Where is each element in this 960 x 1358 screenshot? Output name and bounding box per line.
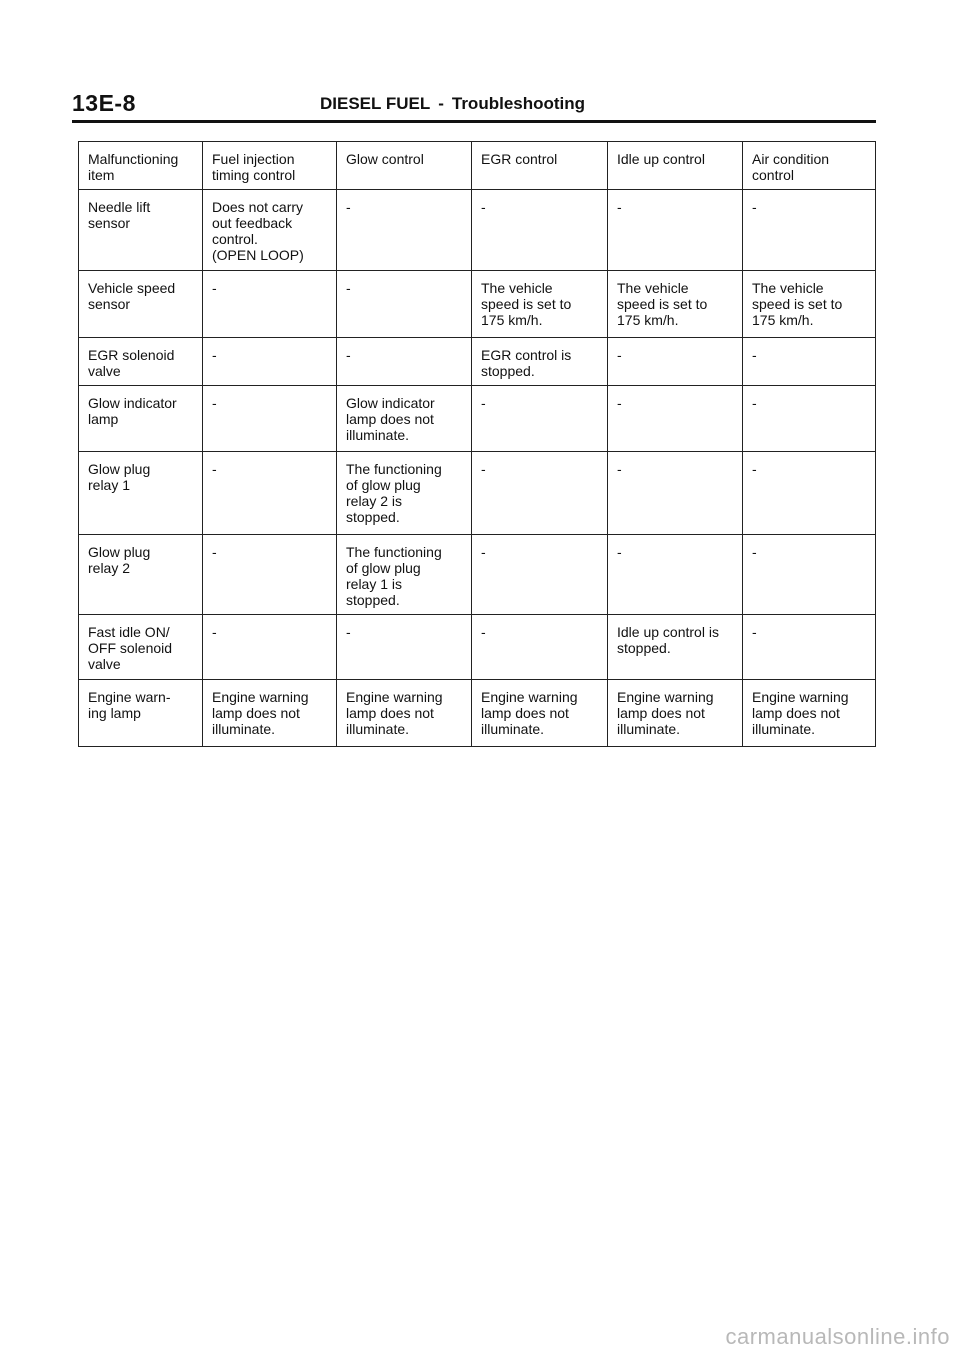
table-cell: Engine warning lamp does not illuminate.	[608, 680, 743, 747]
table-cell: Engine warning lamp does not illuminate.	[472, 680, 608, 747]
table-cell: -	[743, 338, 876, 386]
table-cell: The functioning of glow plug relay 1 is stopped.	[337, 535, 472, 615]
table-cell: -	[203, 452, 337, 535]
subsection-title: Troubleshooting	[451, 94, 586, 113]
table-row	[79, 386, 876, 452]
table-cell: -	[608, 190, 743, 271]
table-cell: The vehicle speed is set to 175 km/h.	[472, 271, 608, 338]
page-title	[320, 94, 585, 114]
table-row	[79, 535, 876, 615]
column-header: Glow control	[337, 142, 472, 190]
page-header	[72, 88, 876, 120]
table-row	[79, 338, 876, 386]
table-cell: -	[337, 615, 472, 680]
table-cell: -	[472, 452, 608, 535]
header-rule	[72, 120, 876, 123]
column-header: Idle up control	[608, 142, 743, 190]
column-header: Fuel injection timing control	[203, 142, 337, 190]
row-item-cell: Glow indicator lamp	[79, 386, 203, 452]
table-cell: -	[203, 535, 337, 615]
table-row	[79, 452, 876, 535]
table-cell: -	[608, 338, 743, 386]
table-cell: -	[608, 386, 743, 452]
table-cell: Idle up control is stopped.	[608, 615, 743, 680]
table-cell: -	[743, 452, 876, 535]
table-cell: -	[743, 386, 876, 452]
table-cell: -	[337, 190, 472, 271]
table-cell: -	[472, 190, 608, 271]
table-cell: -	[743, 615, 876, 680]
page-number: 13E-8	[72, 90, 136, 116]
table-cell: The vehicle speed is set to 175 km/h.	[743, 271, 876, 338]
row-item-cell: Vehicle speed sensor	[79, 271, 203, 338]
row-item-cell: Fast idle ON/ OFF solenoid valve	[79, 615, 203, 680]
table-cell: -	[608, 452, 743, 535]
table-cell: -	[337, 271, 472, 338]
table-cell: The vehicle speed is set to 175 km/h.	[608, 271, 743, 338]
table-row	[79, 271, 876, 338]
table-cell: -	[743, 535, 876, 615]
table-row	[79, 615, 876, 680]
troubleshooting-table	[78, 141, 876, 747]
table-cell: -	[203, 386, 337, 452]
row-item-cell: Engine warn- ing lamp	[79, 680, 203, 747]
table-cell: -	[203, 338, 337, 386]
column-header: Air condition control	[743, 142, 876, 190]
table-cell: Engine warning lamp does not illuminate.	[743, 680, 876, 747]
table-cell: The functioning of glow plug relay 2 is stopped.	[337, 452, 472, 535]
row-item-cell: Needle lift sensor	[79, 190, 203, 271]
table-cell: -	[608, 535, 743, 615]
table-cell: Engine warning lamp does not illuminate.	[203, 680, 337, 747]
table-row	[79, 190, 876, 271]
row-item-cell: EGR solenoid valve	[79, 338, 203, 386]
table-cell: Does not carry out feedback control. (OPEN LOOP)	[203, 190, 337, 271]
column-header: Malfunctioning item	[79, 142, 203, 190]
column-header: EGR control	[472, 142, 608, 190]
row-item-cell: Glow plug relay 1	[79, 452, 203, 535]
table-cell: Engine warning lamp does not illuminate.	[337, 680, 472, 747]
table-header-row	[79, 142, 876, 190]
table-cell: -	[337, 338, 472, 386]
section-title: DIESEL FUEL	[320, 94, 431, 113]
table-cell: -	[743, 190, 876, 271]
table-cell: Glow indicator lamp does not illuminate.	[337, 386, 472, 452]
table-cell: -	[472, 535, 608, 615]
watermark: carmanualsonline.info	[725, 1324, 950, 1349]
title-separator: -	[438, 94, 444, 113]
table-cell: -	[203, 271, 337, 338]
table-row	[79, 680, 876, 747]
table-cell: -	[472, 386, 608, 452]
row-item-cell: Glow plug relay 2	[79, 535, 203, 615]
table-cell: -	[472, 615, 608, 680]
table-cell: -	[203, 615, 337, 680]
table-cell: EGR control is stopped.	[472, 338, 608, 386]
